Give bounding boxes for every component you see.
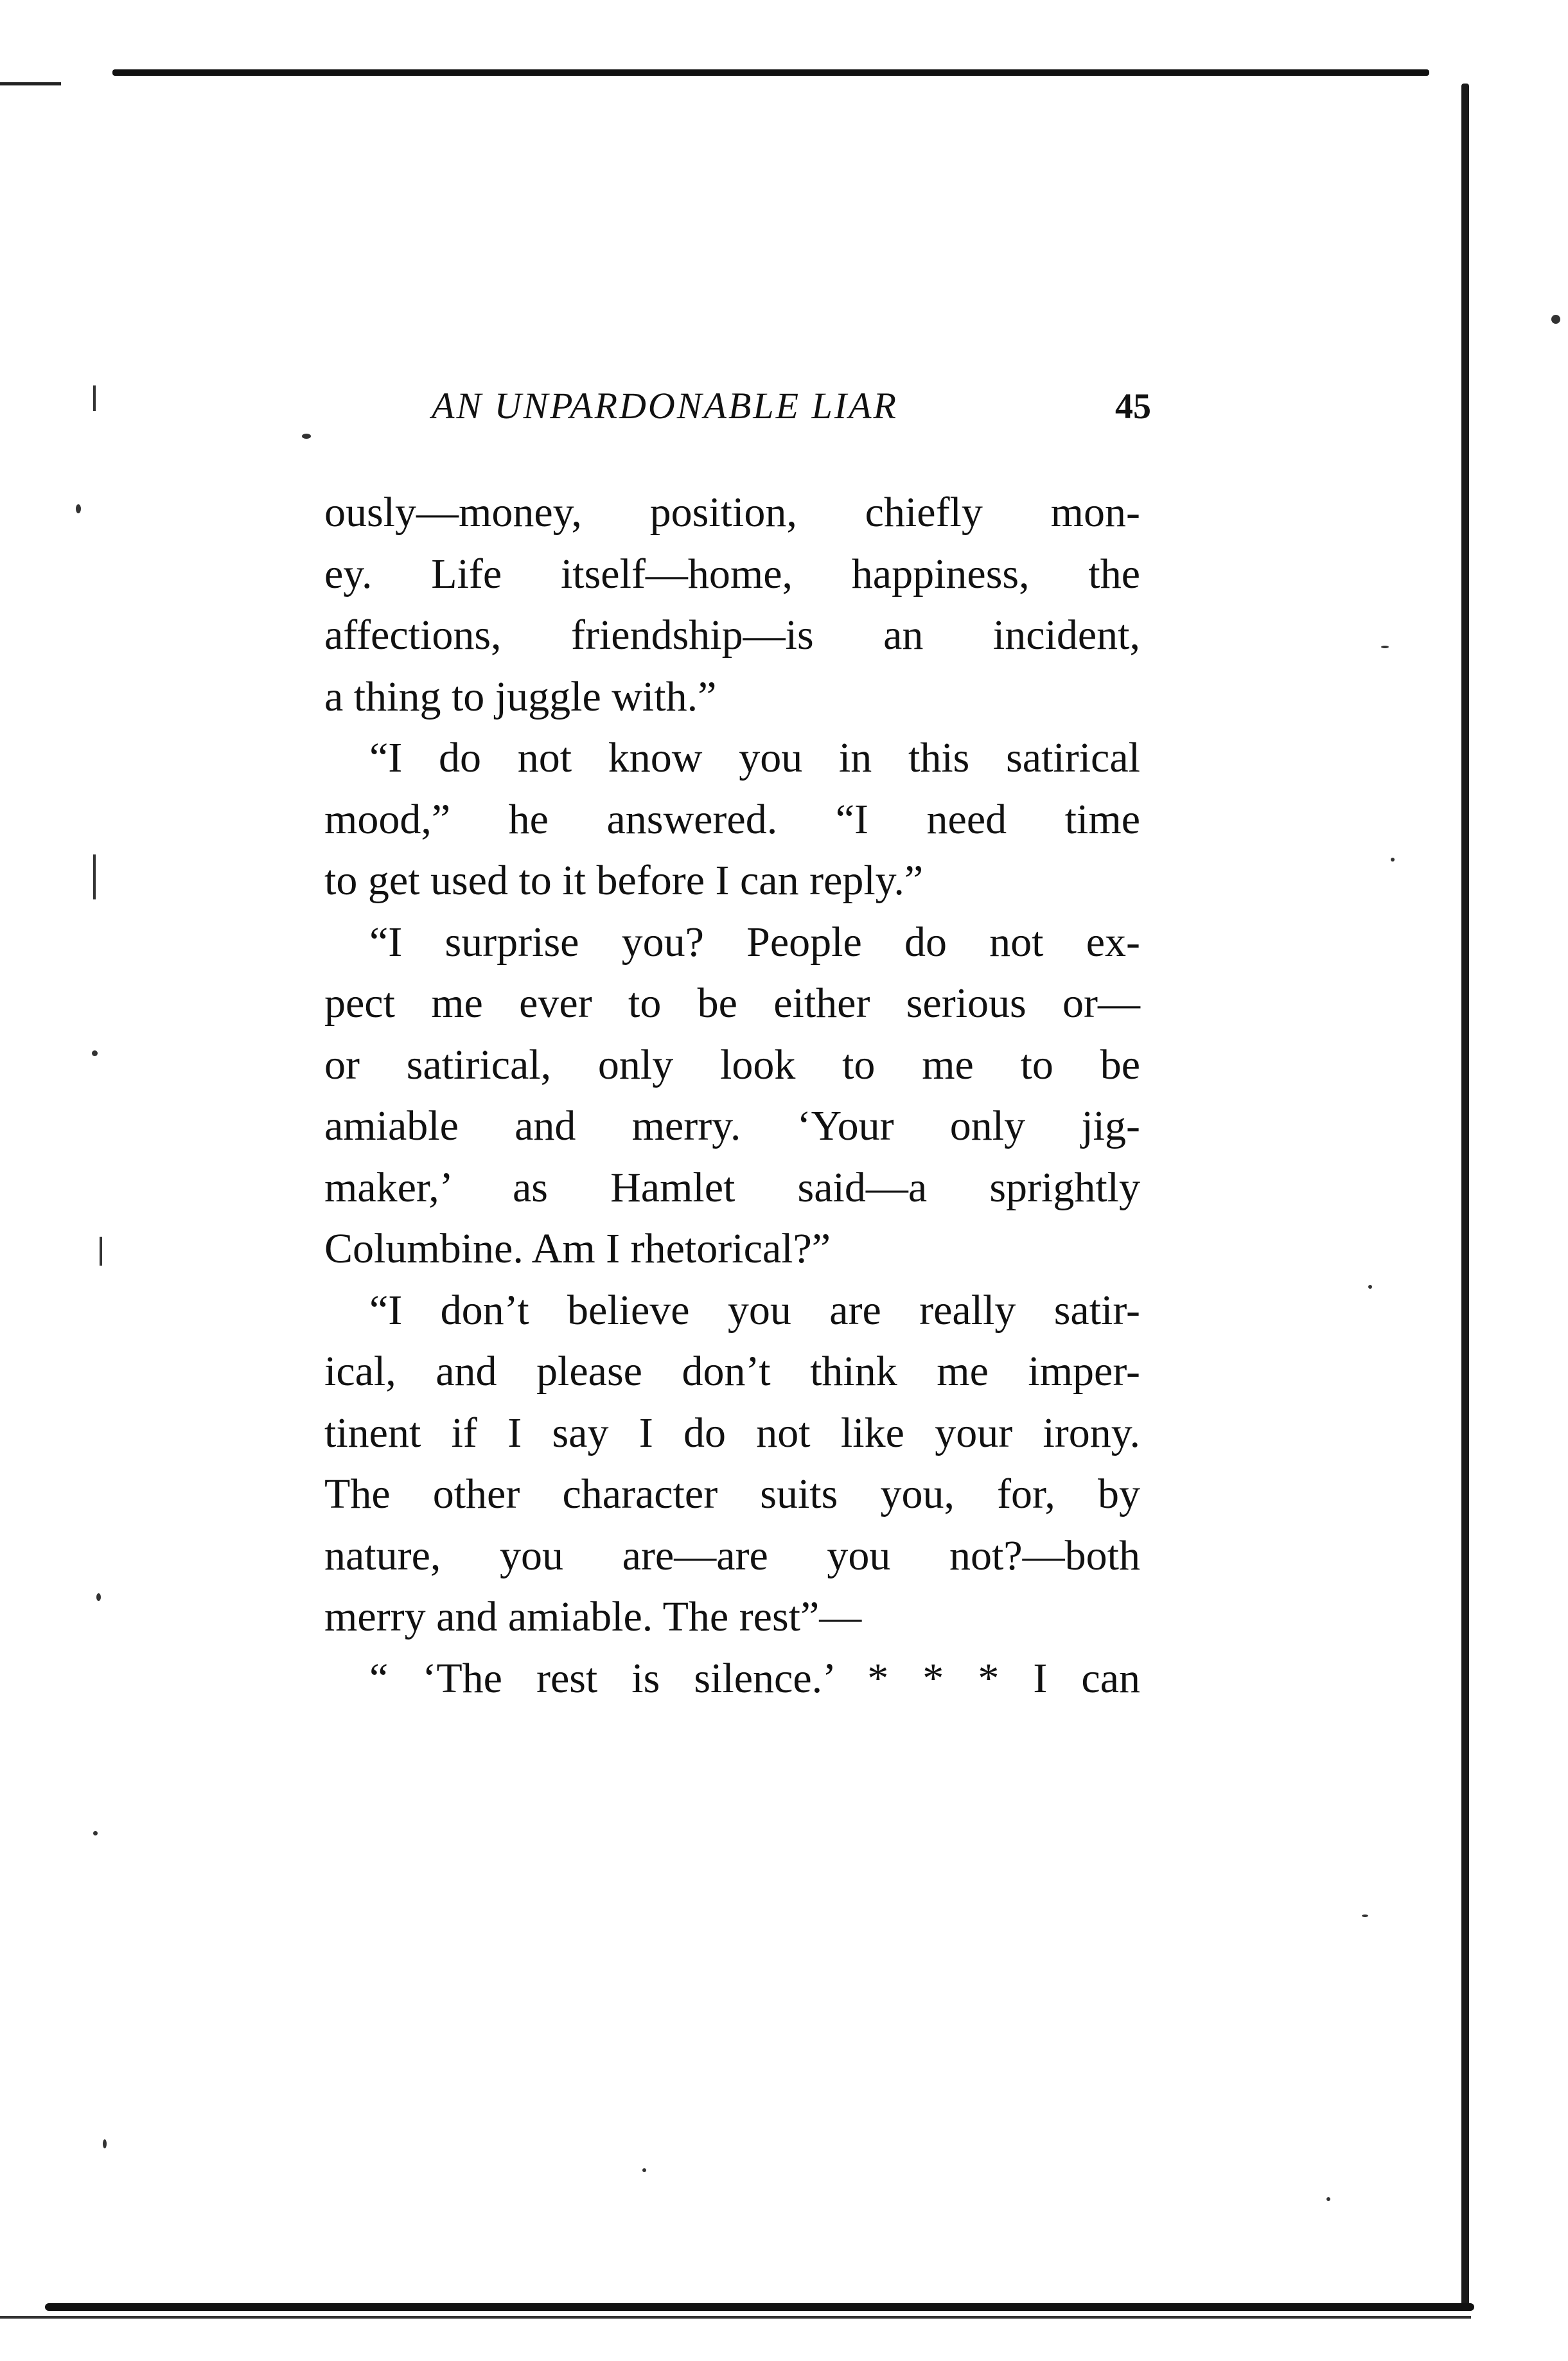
text-line: merry and amiable. The rest”— [324,1593,862,1640]
margin-speck [76,504,81,513]
text-line: pect me ever to be either serious or— [324,980,1140,1027]
page-number: 45 [1115,387,1151,427]
text-line: ously—money, position, chiefly mon- [324,489,1140,536]
text-line: mood,” he answered. “I need time [324,795,1140,843]
margin-speck [302,434,311,439]
running-head [432,384,1151,436]
text-line: tinent if I say I do not like your irony. [324,1409,1140,1456]
text-line: maker,’ as Hamlet said—a sprightly [324,1163,1140,1211]
margin-mark [93,385,96,411]
page-border-top [112,69,1429,76]
margin-mark [93,854,96,899]
text-line: or satirical, only look to me to be [324,1041,1140,1088]
text-line: to get used to it before I can reply.” [324,857,924,904]
body-text [324,482,1140,1709]
page-border-bottom [45,2303,1474,2311]
scan-edge-top-left [0,82,61,85]
running-title: AN UNPARDONABLE LIAR [432,385,898,427]
text-line: The other character suits you, for, by [324,1471,1140,1517]
text-line: “ ‘The rest is silence.’ * * * I can [369,1654,1140,1702]
margin-speck [1362,1914,1368,1917]
margin-speck [96,1593,101,1601]
text-line: a thing to juggle with.” [324,673,717,720]
text-line: “I surprise you? People do not ex- [369,918,1140,966]
margin-speck [92,1050,98,1056]
margin-speck [1326,2197,1330,2201]
text-line: “I don’t believe you are really satir- [369,1286,1140,1334]
margin-speck [103,2139,107,2148]
text-line: ical, and please don’t think me imper- [324,1348,1140,1395]
text-line: ey. Life itself—home, happiness, the [324,550,1140,597]
text-line: Columbine. Am I rhetorical?” [324,1225,831,1272]
text-line: “I do not know you in this satirical [369,734,1140,781]
scan-edge-bottom [0,2316,1471,2319]
text-line: affections, friendship—is an incident, [324,612,1140,659]
text-line: nature, you are—are you not?—both [324,1532,1140,1579]
margin-speck [642,2168,646,2172]
page-border-right [1461,84,1469,2306]
margin-speck [1551,315,1560,324]
margin-speck [1368,1285,1372,1289]
margin-speck [1391,858,1395,862]
text-line: amiable and merry. ‘Your only jig- [324,1102,1140,1149]
margin-speck [93,1831,98,1835]
margin-mark [100,1237,102,1266]
margin-speck [1381,646,1389,648]
